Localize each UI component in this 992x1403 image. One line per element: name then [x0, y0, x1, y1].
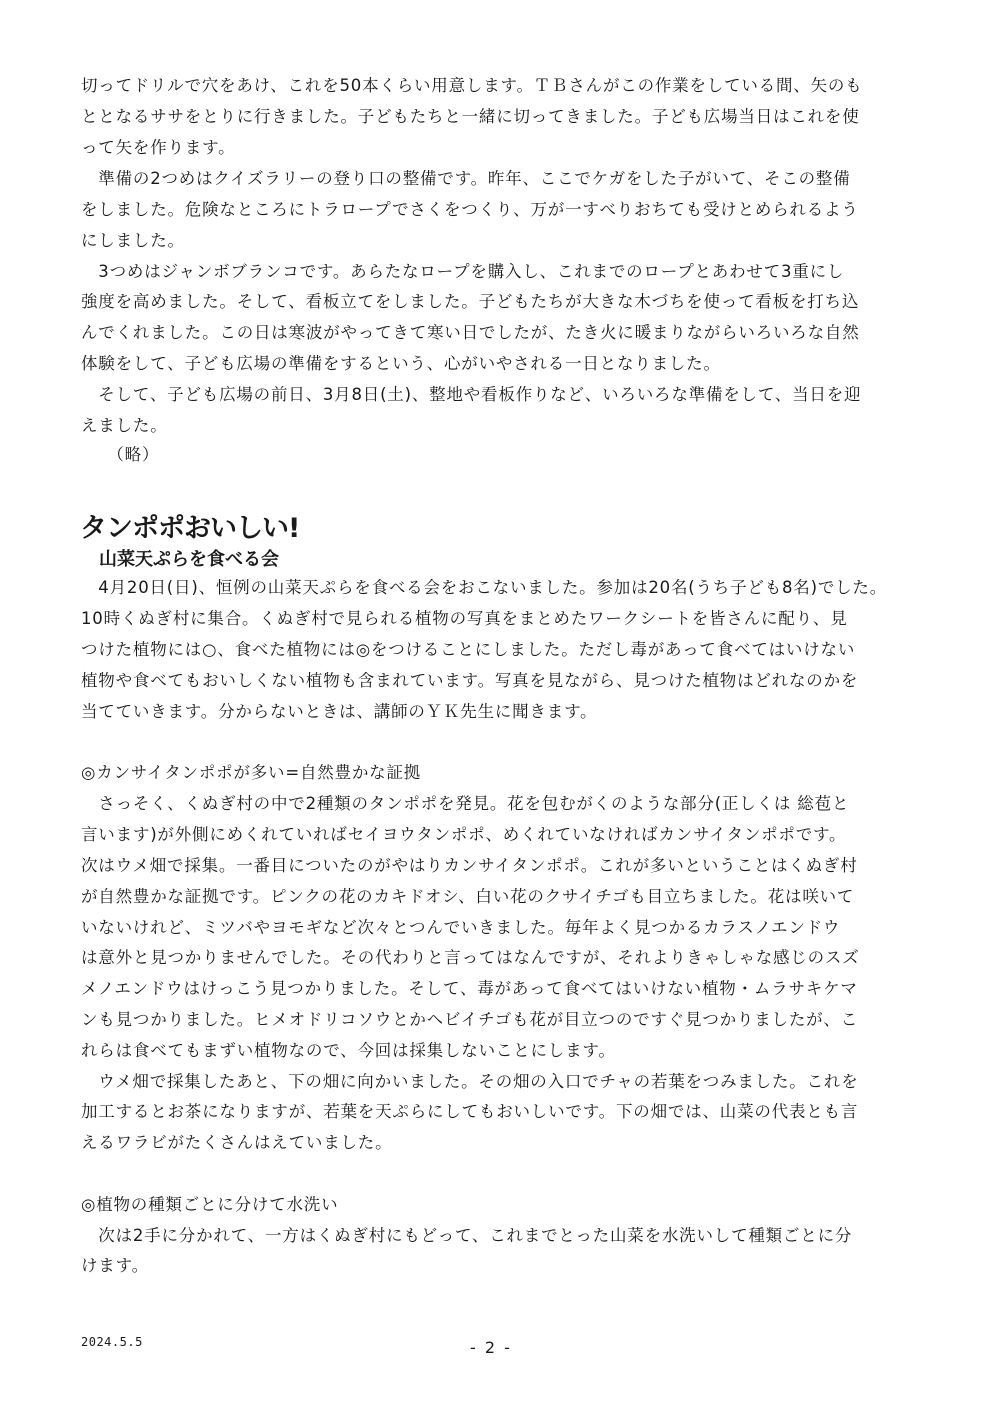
- paragraph-line: 準備の2つめはクイズラリーの登り口の整備です。昨年、ここでケガをした子がいて、そこの整備: [81, 169, 851, 188]
- paragraph-line: 植物や食べてもおいしくない植物も含まれています。写真を見ながら、見つけた植物はどれなのかを: [81, 671, 859, 690]
- paragraph-line: ととなるササをとりに行きました。子どもたちと一緒に切ってきました。子ども広場当日はこれを使: [81, 107, 860, 126]
- paragraph-line: 次はウメ畑で採集。一番目についたのがやはりカンサイタンポポ。これが多いということはくぬぎ村: [81, 856, 858, 875]
- paragraph-line: をしました。危険なところにトラロープでさくをつくり、万が一すべりおちても受けとめられるよう: [81, 200, 859, 219]
- section-heading: ◎植物の種類ごとに分けて水洗い: [81, 1195, 339, 1214]
- paragraph-line: 体験をして、子ども広場の準備をするという、心がいやされる一日となりました。: [81, 354, 721, 373]
- paragraph-line: 言います)が外側にめくれていればセイヨウタンポポ、めくれていなければカンサイタンポポです。: [81, 825, 847, 844]
- paragraph-line: けます。: [81, 1256, 149, 1275]
- paragraph-line: れらは食べてもまずい植物なので、今回は採集しないことにします。: [81, 1041, 616, 1060]
- paragraph-line: えました。: [81, 416, 168, 435]
- paragraph-line: 3つめはジャンボブランコです。あらたなロープを購入し、これまでのロープとあわせて3重にし: [81, 262, 845, 281]
- paragraph-line: にしました。: [81, 231, 185, 250]
- paragraph-line: えるワラビがたくさんはえていました。: [81, 1133, 393, 1152]
- paragraph-line: 当てていきます。分からないときは、講師のＹＫ先生に聞きます。: [81, 702, 598, 721]
- article-title: タンポポおいしい!: [80, 513, 300, 544]
- paragraph-line: メノエンドウはけっこう見つかりました。そして、毒があって食べてはいけない植物・ムラサキケマ: [81, 979, 858, 998]
- paragraph-line: 切ってドリルで穴をあけ、これを50本くらい用意します。ＴＢさんがこの作業をしている間、矢のも: [81, 76, 863, 95]
- footer-date: 2024.5.5: [81, 1335, 143, 1349]
- article-subtitle: 山菜天ぷらを食べる会: [99, 549, 279, 570]
- paragraph-line: んでくれました。この日は寒波がやってきて寒い日でしたが、たき火に暖まりながらいろいろな自然: [81, 323, 860, 342]
- paragraph-line: そして、子ども広場の前日、3月8日(土)、整地や看板作りなど、いろいろな準備をして、当日を迎: [81, 385, 862, 404]
- paragraph-line: 強度を高めました。そして、看板立てをしました。子どもたちが大きな木づちを使って看板を打ち込: [81, 292, 860, 311]
- paragraph-line: いないけれど、ミツバやヨモギなど次々とつんでいきました。毎年よく見つかるカラスノエンドウ: [81, 918, 841, 937]
- paragraph-line: 4月20日(日)、恒例の山菜天ぷらを食べる会をおこないました。参加は20名(うち子ども8名)でした。: [81, 578, 888, 597]
- omission-mark: （略）: [81, 445, 160, 464]
- paragraph-line: ンも見つかりました。ヒメオドリコソウとかヘビイチゴも花が目立つのですぐ見つかりましたが、こ: [81, 1010, 859, 1029]
- paragraph-line: さっそく、くぬぎ村の中で2種類のタンポポを発見。花を包むがくのような部分(正しくは 総苞と: [81, 794, 850, 813]
- paragraph-line: が自然豊かな証拠です。ピンクの花のカキドオシ、白い花のクサイチゴも目立ちました。花は咲いて: [81, 887, 855, 906]
- paragraph-line: ウメ畑で採集したあと、下の畑に向かいました。その畑の入口でチャの若葉をつみました。これを: [81, 1072, 859, 1091]
- paragraph-line: 10時くぬぎ村に集合。くぬぎ村で見られる植物の写真をまとめたワークシートを皆さんに配り、見: [81, 609, 848, 628]
- paragraph-line: 加工するとお茶になりますが、若葉を天ぷらにしてもおいしいです。下の畑では、山菜の代表とも言: [81, 1102, 859, 1121]
- paragraph-line: って矢を作ります。: [81, 138, 236, 157]
- paragraph-line: 次は2手に分かれて、一方はくぬぎ村にもどって、これまでとった山菜を水洗いして種類ごとに分: [81, 1226, 853, 1245]
- section-heading: ◎カンサイタンポポが多い=自然豊かな証拠: [81, 763, 422, 782]
- paragraph-line: は意外と見つかりませんでした。その代わりと言ってはなんですが、それよりきゃしゃな感じのスズ: [81, 948, 860, 967]
- page-number: - 2 -: [470, 1338, 512, 1357]
- paragraph-line: つけた植物には○、食べた植物には◎をつけることにしました。ただし毒があって食べてはいけない: [81, 640, 856, 659]
